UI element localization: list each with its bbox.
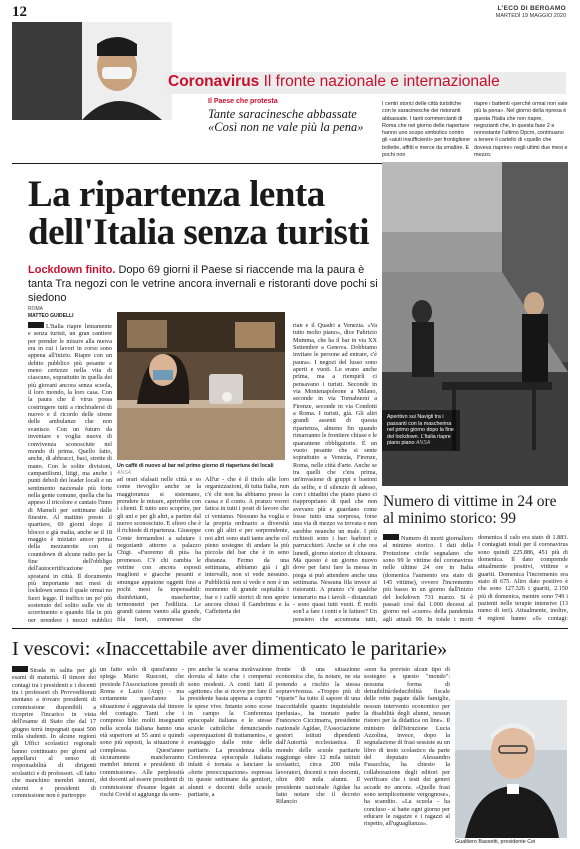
bar-photo-credit: ANSA xyxy=(117,469,132,476)
bar-photo-image xyxy=(117,312,285,460)
teaser-photo xyxy=(12,22,172,120)
article-col-4: rian e il Quadri a Venezia. «Va tutto molto piano», dice Fabrizio Mumma, che ha il bar in via XX Settembre a Genova. Dobbiamo invitare le persone ad entrare, c'è paura». I negozi del lusso sono aperti e vuoti. Lo erano anche prima, ma a riempirli ci pensavano i turisti. Seconde in via Montenapoleone a Milano, seconde in via Tornabuoni a Firenze, seconde in via Condotti a Roma. I turisti, già. Gli altri grandi assenti di questa ripartenza, almeno fin quando rimarranno le frontiere chiuse e le quarantene obbligatorie. È un vuoto pesante che si sente soprattutto a Venezia, Firenze, Roma, nelle città d'arte. Anche se tra quelli che c'era prima, un'invasione di gruppi e bastoni da selfie, e il silenzio di adesso, con i cittadini che piano piano ci riappropriano di quel che non avevano più e guardano come fosse tutto una sorpresa, forse una via di mezzo va trovata e non sarebbe neanche un male. I più richiesti sono i bar: barbieri e parrucchieri. Anche se è che ora lunedì, giorno storico di chiusura. Ma questo è un giorno nuovo dove per farsi fare la messa in piega si può attendere anche una settimana. Nessuna fila invece ai ristoranti. A pranzo c'è qualche temerario ma i tavoli - distanziati - sono quasi tutti vuoti. È molti son'l a fare i conti e le fatture? Un pensiero che accumuna tutti, xyxy=(293,322,377,622)
vescovi-col-3: pre anche la scarsa motivazione dovuta al fatto che i compensi sono modesti. A conti fatti il «gettone» che si riceve per fare il presidente basta appena a coprire le spese vive. Intanto sono scese in campo la Conferenza episcopale italiana e le stesse scuole cattoliche denunciando «sperequazioni di trattamento», e svantaggio dalle rette delle paritarie. La presidenza della Conferenza episcopale italiana infatti è tornata a lanciare la «forte preoccupazione» espressa in queste settimane da genitori, alunni e docenti delle scuole paritarie, a xyxy=(188,666,272,798)
numbers-col-2: domenica il calo era stato di 1.883. I contagiati totali per il coronavirus sono quindi 225.886, 451 più di domenica. Il dato comprende attualmente positivi, vittime e guariti. Domenica l'incremento era stato di 675. Altro dato positivo è che sono 127.326 i guariti, 2.150 più di domenica, mentre sono 749 i pazienti nelle terapie intensive (13 meno di ieri). Attualmente, inoltre, 4 regioni hanno «0» contagi: xyxy=(478,534,568,622)
article-col-3: All'ur - che è il titolo alle loro organizzazioni, di tutta Italia, non c'è chi non ha abbiamo preso la cassa e il conto. A pranzo vorrei fatica in tutti i posti di lavoro che ci veniamo. Nessuno ha voglia e la propria ordinario a diversità con gli altri e per sorprendente, noi altri sono stati tante anche col pieno sostegno di andare la più piccola del bar che è in seno distanza. Fermo da una settimana, abbiamo già i gli intervalli, non si vede nessuno. Pubblicità non si vede e non è un momento di grande ospitalità i bar e i caffè storici di non aprire ancora chiusi il Gambrinus e la Caffetteria dei xyxy=(205,476,289,616)
dropcap-bar xyxy=(28,322,44,328)
bar-photo-caption xyxy=(117,463,285,476)
vescovi-col-1 xyxy=(12,666,96,846)
article-sub-kicker: Lockdown finito. xyxy=(28,264,116,276)
byline-place: ROMA xyxy=(28,306,43,312)
byline xyxy=(28,306,73,320)
numbers-col-1-text: Numero di morti giornaliero al minimo storico. I dati della Protezione civile segnalano che sono 99 le vittime del coronavirus nelle ultime 24 ore in Italia (domenica l'aumento era stato di 145 vittime), ovvero l'incremento più basso in un giorno dall'inizio del lockdown 731 marzo. Si è passati così dal 1.000 decessi al giorno nel «cuore» della pandemia agli attuali 99. In totale i morti xyxy=(383,535,473,622)
teaser-photo-image xyxy=(12,22,172,120)
vescovi-col-2: un fatto solo di quest'anno - spiega Mario Rusconi, che presiede l'Associazione presidi di Roma e Lazio (Anp) - ma certamente quest'anno la situazione è aggravata dal timore del contagio. Tanti che i compreso bile: molti insegnanti nella scuola italiana hanno una età superiore ai 55 anni e quindi sono più esposti, la situazione è complessa. Quest'anno sicuramente mancheranno membri interni e presidenti di commissione». Alle perplessità dei docenti ad essere presidenti di commissione d'esame legate ai rischi Covid si aggiunge da sem- xyxy=(100,666,184,798)
bassetti-portrait-image xyxy=(455,700,567,838)
vescovi-col-1-text: Strada in salita per gli esami di maturità. Il timore dei contagi tra i presidenti e i docenti tra i professori ch Provveditorati stentano a trovare presidenti di commissione disponibili a ricoprire l'incarico in vista dell'esame di Stato che dal 17 giugno terrà impegnati quasi 500 mila studenti. In alcune regioni gli Uffici scolastici regionali hanno continuato per giorni ad appellarsi al senso di responsabilità di dirigenti scolastici e di professori. «Il fatto che manchino membri interni, esterni e presidenti di commissione non è purtroppo xyxy=(12,667,96,799)
article-sub-text: Dopo 69 giorni il Paese si riaccende ma la paura è tanta Tra negozi con le vetrine ancora invernali e ristoranti dove pochi si siedono xyxy=(28,264,378,304)
navigli-photo-credit: ANSA xyxy=(415,440,431,447)
vescovi-headline: I vescovi: «Inaccettabile aver dimenticato le paritarie» xyxy=(12,638,448,660)
numbers-headline: Numero di vittime in 24 ore al minimo storico: 99 xyxy=(383,493,557,527)
divider-bottom xyxy=(12,628,568,629)
article-col-2: ad orari sfalsati nelle città e so come rievoglio anche se la maggioranza si sistemano, prendere le misure, aprirebbe con i clienti. È tutto uno scoprire, per gli uni e per gli altri, a partire dal nuovo sconosciuto. E sfioro che è il richiede di ripartenza. Giuseppe Conte fermandosi a salutare i negozianti attorno a palazzo Chigi. «Fuoremo di più» ha promesso. C'è chi cambia le vetrine con ancora esposti maglioni e giacche pesanti e smungue appaione oggetti fino a pochi mesi fa impensabili: disinfettanti, mascherine, termometri per l'edilizia. Le grandi catene vanno alla grande, fila fuori, commesse che xyxy=(117,476,201,622)
byline-author: MATTEO GUIDELLI xyxy=(28,313,74,319)
navigli-photo-caption-text: Aperitivo sui Navigli tra i passanti con la mascherina nel primo giorno dopo la fine del lockdown. L'Italia riapre piano piano xyxy=(387,414,454,447)
bassetti-portrait xyxy=(455,700,567,838)
numbers-col-1 xyxy=(383,534,473,622)
teaser-text-col-1: I centri storici delle città turistiche con le saracinesche dei ristoranti abbassate. I tanti commercianti di Roma che nel giorno delle riaperture hanno uno scopo simbolico contro gli «aiuti insufficienti» per frontiglione bollette, affitti e merce da smaltire. E pochi non xyxy=(382,101,471,159)
paper-name: L'ECO DI BERGAMO xyxy=(497,5,566,12)
numbers-dropcap-bar xyxy=(383,534,399,540)
issue-date: MARTEDÌ 19 MAGGIO 2020 xyxy=(495,13,566,19)
teaser-kicker: Il Paese che protesta xyxy=(208,98,278,105)
navigli-photo-caption xyxy=(382,410,460,451)
bar-photo-caption-text: Un caffè di nuovo al bar nel primo giorno di riapertura dei locali xyxy=(117,463,274,469)
vescovi-col-5: «non ha previsto alcun tipo di sostegno a questo "mondo": nessuna forma di detraibilità/deducibilità fiscale delle rette pagate dalle famiglie, nessun intervento economico per la disabilità degli alunni, nessun ristoro per la didattica on line». Il ministro dell'Istruzione Lucia Azzolina, invece, dopo la segnalazione di frasi sessiste su un libro di testo scolastico da parte del deputato Alessandro Fusacchia, ha chiesto la collaborazione degli editori per verificare che i testi dei generi accade no ancora. «Quelle frasi sono semplicemente vergognose», ha scandito. «La scuola - ha concluso - si batte ogni giorno per educare le ragazze e i ragazzi al rispetto, all'uguaglianza». xyxy=(364,666,450,828)
vescovi-col-4: fronte di una situazione economica che, fa notare, ne sta ponendo a rischio la stessa sopravvivenza. «Troppo più di "riparte" ha tutto il sapore di una inaccettabile quanto inquietabile iperlusia», ha tuonato padre Francesco Ciccimarra, presidente nazionale Agidae, l'Associazione gestori istituti dipendenti dall'Autorità ecclesiastica. Il mondo delle scuole paritarie raggiunge oltre 12 mila istituti scolastici, circa 200 mila lavoratori, docenti e non docenti, oltre 800 mila alunni. Il presidente nazionale Agidae ha fatto notare che il decreto Rilancio xyxy=(276,666,360,806)
bar-photo xyxy=(117,312,285,460)
teaser-text-col-2: riapre i battenti «perché ormai non vale più la pena». Nel giorno della ripresa è questa l'Italia che non riapre, negozianti che, in questa fase 2 e nonostante l'ultimo Dpcm, continuano a tenere il cartello di «quello che doveva riaprire» negli ultimi due mesi e mezzo. xyxy=(474,101,568,159)
section-title xyxy=(168,73,500,91)
article-col-1 xyxy=(28,322,112,622)
article-subheadline xyxy=(28,263,383,305)
vescovi-dropcap-bar xyxy=(12,666,28,672)
bassetti-portrait-caption: Gualtiero Bassetti, presidente Cei xyxy=(455,839,536,845)
article-col-1-text: L'Italia riapre lentamente e senza turisti, un gran cantiere per prender le misure alla nuova era in cui i lavori in corso sono appena all'inizio. Riapre con un debito pubblico più pesante e meno certezze nella vita di ciascuno, soprattutto in quella dei più giovani ancora senza scuola, il loro mondo, la loro casa. Con la paura che il virus possa costringere tutti a rinchiudersi di nuovo e il ricordo delle sirene delle ambulanze che non svanisce. Con un futuro da inventare e voglia nuove di convivenza sconosciute nel mondo di prima. Quello fatto, anche, di abbracci, baci, strette di mano. Con le solite divisioni, campanilismi, litigi, ma anche i punti deboli dei leader locali e un sentimento nazionale più forte nella gente comune, quella che ha appeso il tricolore e cantato l'inno di Mameli per settimane dalle finestre. Al mattino presto il quartiere, 69 giorni dopo il blocco e già malta, anche se il 18 maggio è iniziato ancor prima della mezzanotte con il countdown di alcune radio per la fine dell'obbligo dell'autocertificazione per spostarsi in città. Il documento più importante nei mesi di lockdown senza il quale ormai no fuori legge. Il traffico un po' più sostenuto del solito sulle vie di scorrimento e quando fila in più per prendere i mezzi pubblici xyxy=(28,323,112,622)
page-number: 12 xyxy=(12,4,27,20)
masthead xyxy=(496,5,566,20)
article-headline: La ripartenza lenta dell'Italia senza turisti xyxy=(28,174,370,253)
section-kicker: Coronavirus xyxy=(168,73,260,90)
navigli-photo xyxy=(382,162,568,486)
teaser-headline: Tante saracinesche abbassate «Così non ne vale più la pena» xyxy=(208,107,364,134)
section-subtitle: Il fronte nazionale e internazionale xyxy=(263,73,500,90)
